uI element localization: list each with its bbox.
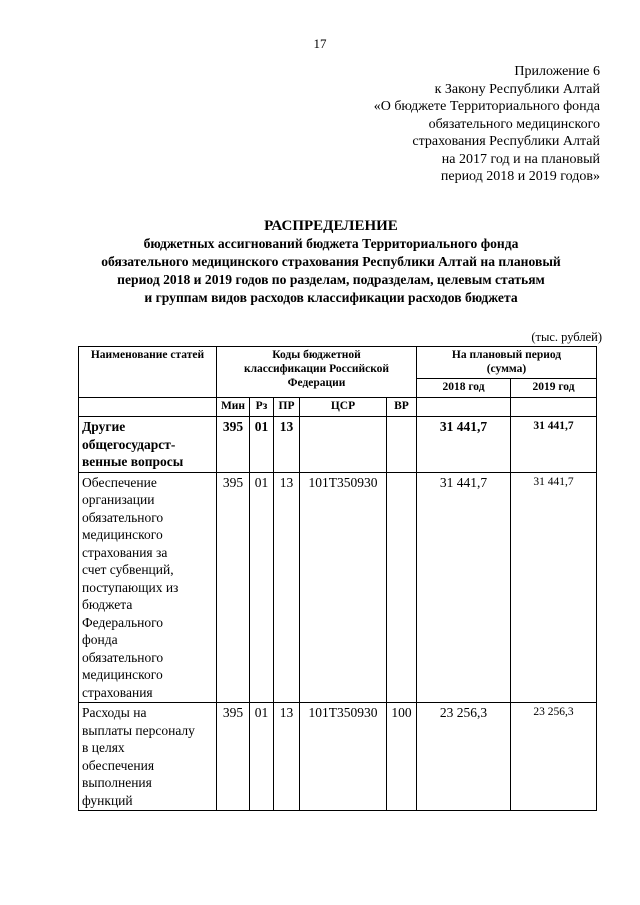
header-row: [79, 347, 597, 379]
header-empty: [79, 398, 217, 417]
appendix-line: период 2018 и 2019 годов»: [440, 169, 600, 184]
title-sub-line: период 2018 и 2019 годов по разделам, подразделам, целевым статьям: [117, 272, 545, 287]
row-name-line: Другие: [82, 419, 126, 434]
row-name-line: медицинского: [82, 667, 163, 682]
row-name-line: бюджета: [82, 597, 133, 612]
row-amount-2018: 31 441,7: [417, 472, 511, 703]
row-name-line: венные вопросы: [82, 454, 184, 469]
row-pr: 13: [274, 472, 300, 703]
appendix-line: Приложение 6: [514, 64, 600, 79]
row-name-line: обязательного: [82, 649, 164, 665]
row-amount-2018: 23 256,3: [417, 703, 511, 811]
header-codes: [217, 347, 417, 398]
row-name-line: поступающих из: [82, 579, 179, 595]
header-year-2019: 2019 год: [511, 378, 597, 397]
budget-table: [78, 346, 597, 811]
header-csr: ЦСР: [300, 398, 387, 417]
appendix-line: обязательного медицинского: [428, 116, 600, 132]
row-rz: 01: [250, 472, 274, 703]
header-plan-line: (сумма): [486, 363, 527, 375]
row-amount-2018: 31 441,7: [417, 417, 511, 473]
row-vr: 100: [387, 703, 417, 811]
row-name-line: общегосударст-: [82, 436, 176, 452]
row-name: [79, 703, 217, 811]
row-amount-2019: 31 441,7: [511, 472, 597, 703]
row-min: 395: [217, 472, 250, 703]
units-label: (тыс. рублей): [531, 330, 602, 344]
row-name-line: организации: [82, 492, 155, 507]
header-codes-line: классификации Российской: [243, 363, 390, 375]
table-row: [79, 417, 597, 473]
row-name-line: Федерального: [82, 614, 164, 630]
row-name-line: фонда: [82, 632, 118, 647]
header-rz: Рз: [250, 398, 274, 417]
header-min: Мин: [217, 398, 250, 417]
row-csr: 101Т350930: [300, 703, 387, 811]
row-name-line: выплаты персоналу: [82, 722, 195, 738]
appendix-line: страхования Республики Алтай: [412, 134, 600, 149]
row-amount-2019: 31 441,7: [511, 417, 597, 473]
row-name-line: медицинского: [82, 527, 163, 542]
row-vr: [387, 472, 417, 703]
row-csr: [300, 417, 387, 473]
row-pr: 13: [274, 417, 300, 473]
row-name-line: страхования за: [82, 544, 168, 560]
row-name-line: счет субвенций,: [82, 562, 174, 577]
page-number: 17: [313, 36, 327, 51]
row-csr: 101Т350930: [300, 472, 387, 703]
row-name-line: выполнения: [82, 775, 152, 790]
header-pr: ПР: [274, 398, 300, 417]
row-name: [79, 472, 217, 703]
header-code-row: [79, 398, 597, 417]
table-row: [79, 472, 597, 703]
header-vr: ВР: [387, 398, 417, 417]
row-name-line: функций: [82, 792, 133, 808]
header-codes-line: Федерации: [287, 377, 346, 389]
row-amount-2019: 23 256,3: [511, 703, 597, 811]
header-year-2018: 2018 год: [417, 378, 511, 397]
appendix-line: к Закону Республики Алтай: [434, 81, 600, 97]
title-sub-line: и группам видов расходов классификации расходов бюджета: [144, 290, 518, 305]
header-empty: [511, 398, 597, 417]
table-row: [79, 703, 597, 811]
row-pr: 13: [274, 703, 300, 811]
row-name-line: в целях: [82, 740, 125, 755]
row-name-line: обеспечения: [82, 757, 155, 773]
row-name-line: Расходы на: [82, 705, 147, 720]
header-codes-line: Коды бюджетной: [272, 349, 361, 361]
header-name-col: Наименование статей: [79, 347, 217, 398]
document-title: [40, 217, 622, 307]
row-rz: 01: [250, 703, 274, 811]
row-vr: [387, 417, 417, 473]
title-sub-line: обязательного медицинского страхования Республики Алтай на плановый: [101, 254, 561, 269]
row-rz: 01: [250, 417, 274, 473]
row-name-line: страхования: [82, 684, 153, 700]
row-min: 395: [217, 703, 250, 811]
header-plan-line: На плановый период: [451, 349, 562, 361]
header-plan-period: [417, 347, 597, 379]
header-empty: [417, 398, 511, 417]
appendix-line: на 2017 год и на плановый: [441, 151, 600, 167]
appendix-note: [374, 63, 600, 186]
row-name-line: Обеспечение: [82, 474, 157, 490]
row-name: [79, 417, 217, 473]
title-main: РАСПРЕДЕЛЕНИЕ: [264, 218, 398, 234]
row-min: 395: [217, 417, 250, 473]
row-name-line: обязательного: [82, 509, 164, 525]
appendix-line: «О бюджете Территориального фонда: [373, 99, 600, 114]
title-sub-line: бюджетных ассигнований бюджета Территориального фонда: [143, 236, 519, 251]
